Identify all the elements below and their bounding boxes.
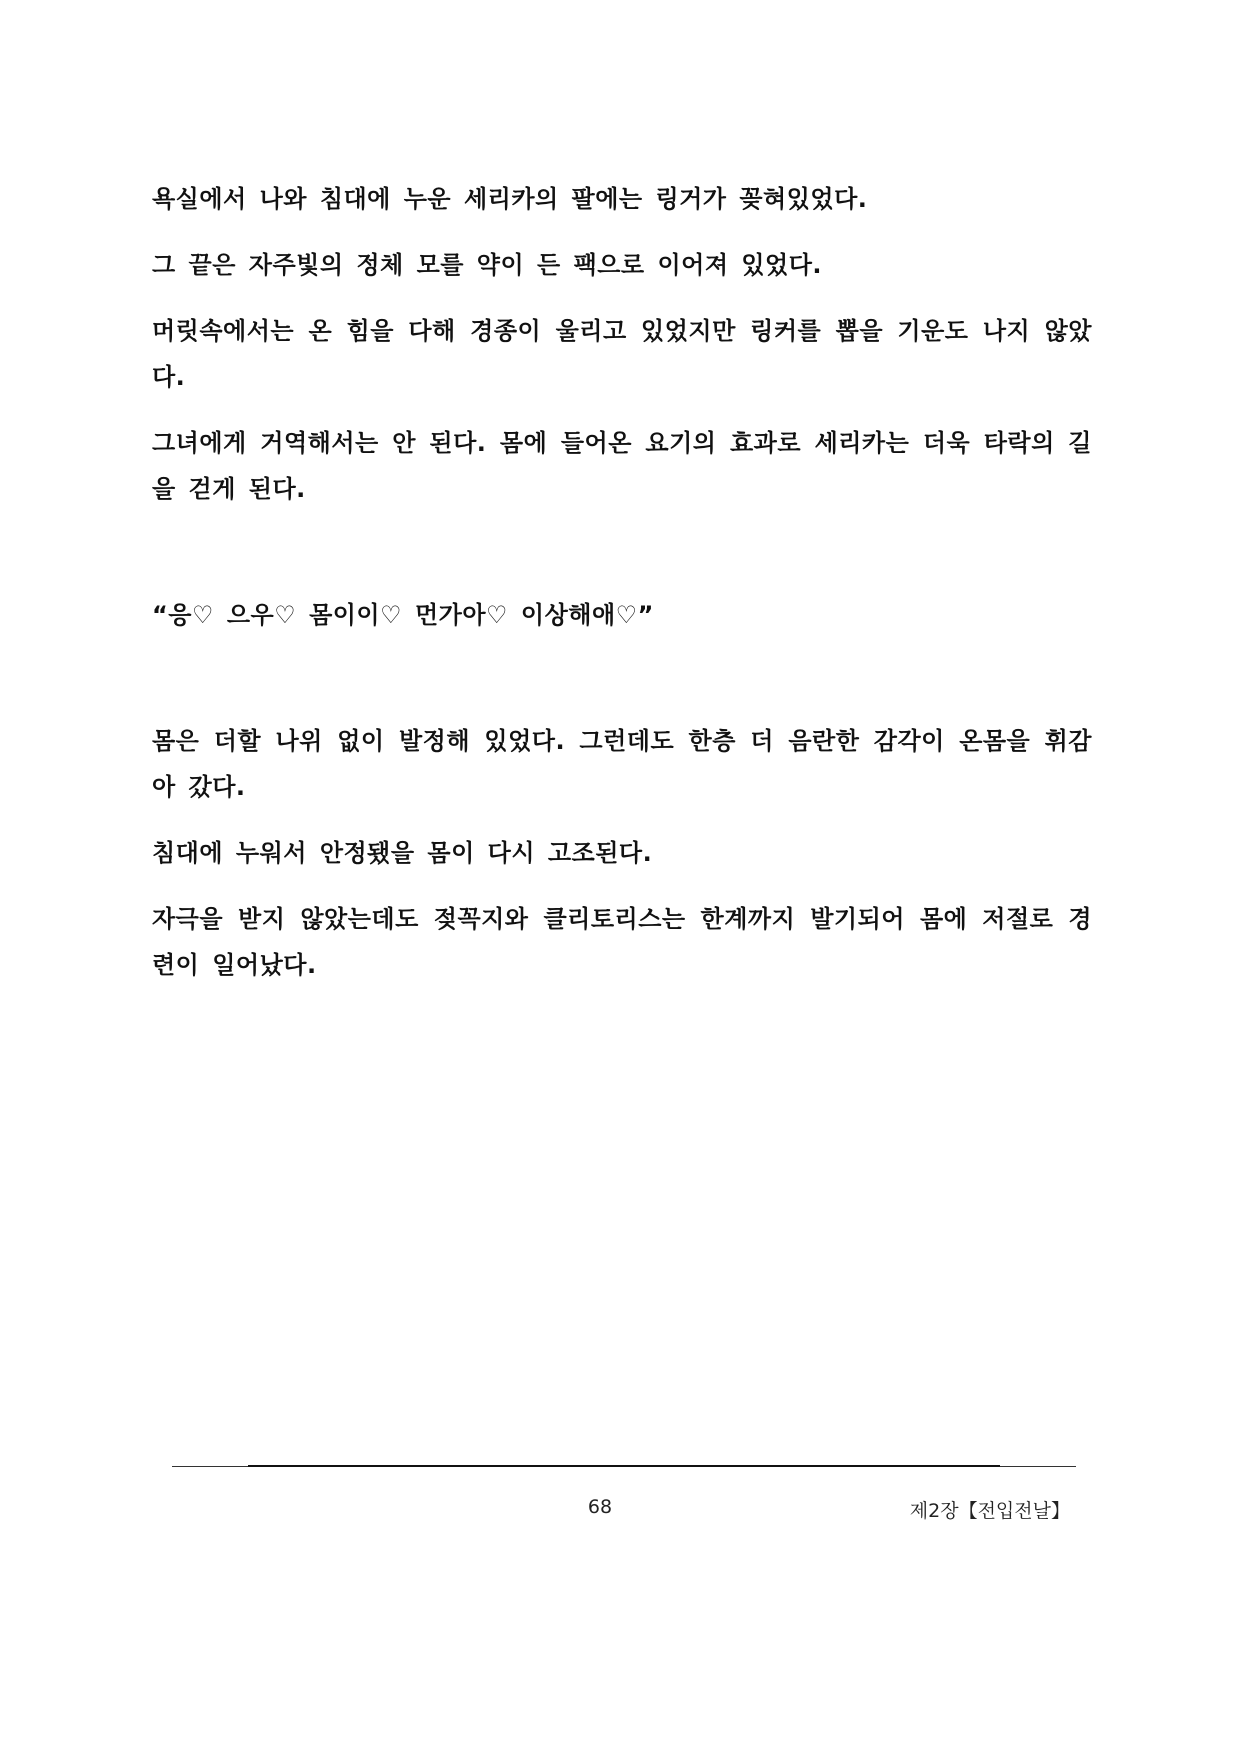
footer-divider-accent — [248, 1465, 1000, 1467]
dialogue-line: “응♡ 으우♡ 몸이이♡ 먼가아♡ 이상해애♡” — [152, 601, 654, 629]
paragraph-spacer — [152, 658, 1092, 718]
page-number: 68 — [587, 1496, 613, 1518]
paragraph: 그 끝은 자주빛의 정체 모를 약이 든 팩으로 이어져 있었다. — [152, 251, 823, 279]
paragraph-spacer — [152, 532, 1092, 592]
paragraph: 머릿속에서는 온 힘을 다해 경종이 울리고 있었지만 링커를 뽑을 기운도 나지 않았다. — [152, 317, 1092, 391]
paragraph: 몸은 더할 나위 없이 발정해 있었다. 그런데도 한층 더 음란한 감각이 온몸을 휘감아 갔다. — [152, 727, 1092, 801]
paragraph: 욕실에서 나와 침대에 누운 세리카의 팔에는 링거가 꽂혀있었다. — [152, 185, 868, 213]
paragraph: 자극을 받지 않았는데도 젖꼭지와 클리토리스는 한계까지 발기되어 몸에 저절로 경련이 일어났다. — [152, 905, 1092, 979]
paragraph: 침대에 누워서 안정됐을 몸이 다시 고조된다. — [152, 839, 653, 867]
body-text — [152, 176, 1092, 1008]
chapter-title: 제2장【전입전날】 — [909, 1500, 1070, 1522]
paragraph: 그녀에게 거역해서는 안 된다. 몸에 들어온 요기의 효과로 세리카는 더욱 타락의 길을 걷게 된다. — [152, 429, 1092, 503]
